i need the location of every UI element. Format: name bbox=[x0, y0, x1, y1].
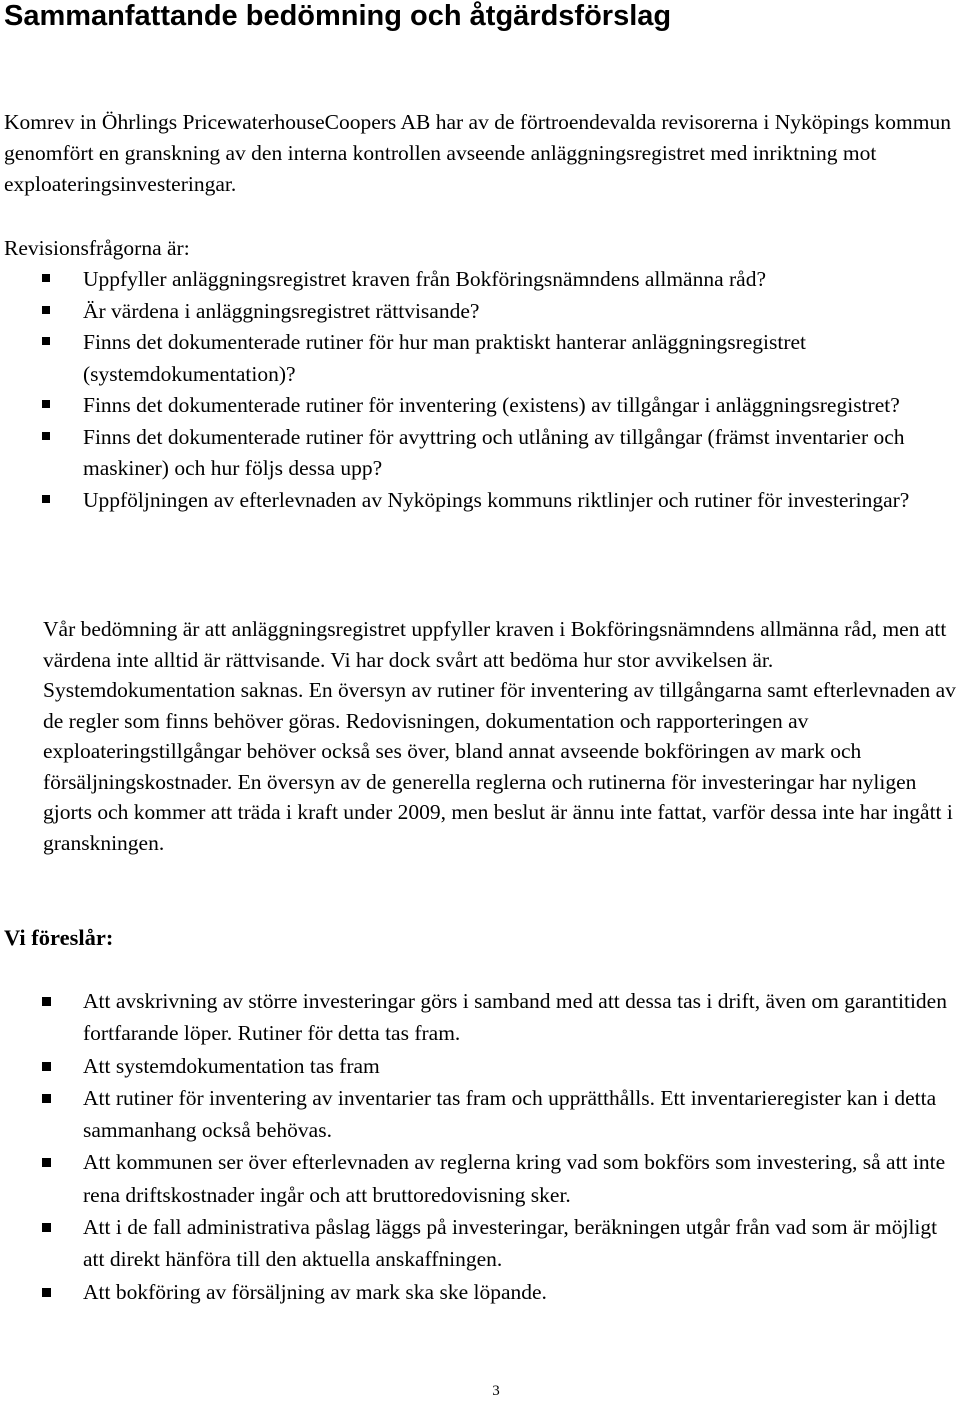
square-bullet-icon bbox=[42, 495, 50, 503]
assessment-paragraph: Vår bedömning är att anläggningsregistret uppfyller kraven i Bokföringsnämndens allmänna råd, men att värdena inte alltid är rättvisande. Vi har dock svårt att bedöma hur stor avvikelsen är. Systemdokumentation saknas. En översyn av rutiner för inventering av tillgångarna samt efterlevnaden av de regler som finns behöver göras. Redovisningen, dokumentation och rapporteringen av exploateringstillgångar behöver också ses över, bland annat avseende bokföringen av mark och försäljningskostnader. En översyn av de generella reglerna och rutinerna för investeringar har nyligen gjorts och kommer att träda i kraft under 2009, men beslut är ännu inte fattat, varför dessa inte har ingått i granskningen. bbox=[43, 617, 956, 855]
square-bullet-icon bbox=[42, 337, 50, 345]
page-title: Sammanfattande bedömning och åtgärdsförslag bbox=[4, 0, 672, 32]
question-text: Är värdena i anläggningsregistret rättvisande? bbox=[83, 298, 480, 323]
question-item bbox=[0, 485, 950, 517]
proposal-item bbox=[0, 985, 950, 1050]
question-item bbox=[0, 422, 950, 485]
intro-paragraph: Komrev in Öhrlings PricewaterhouseCoopers AB har av de förtroendevalda revisorerna i Nyköpings kommun genomfört en granskning av den interna kontrollen avseende anläggningsregistret med inriktning mot exploateringsinvesteringar. bbox=[4, 110, 951, 196]
question-text: Uppfyller anläggningsregistret kraven från Bokföringsnämndens allmänna råd? bbox=[83, 267, 767, 291]
square-bullet-icon bbox=[42, 1062, 51, 1071]
proposal-text: Att systemdokumentation tas fram bbox=[83, 1053, 380, 1078]
square-bullet-icon bbox=[42, 432, 50, 440]
proposal-text: Att kommunen ser över efterlevnaden av reglerna kring vad som bokförs som investering, så att inte rena driftskostnader ingår och att bruttoredovisning sker. bbox=[83, 1150, 946, 1207]
questions-list bbox=[0, 264, 950, 516]
question-item bbox=[0, 390, 950, 422]
proposal-text: Att avskrivning av större investeringar görs i samband med att dessa tas i drift, även om garantitiden fortfarande löper. Rutiner för detta tas fram. bbox=[83, 989, 947, 1046]
proposal-text: Att bokföring av försäljning av mark ska ske löpande. bbox=[83, 1279, 547, 1304]
proposal-text: Att i de fall administrativa påslag läggs på investeringar, beräkningen utgår från vad som är möjligt att direkt hänföra till den aktuella anskaffningen. bbox=[83, 1215, 938, 1272]
question-item bbox=[0, 296, 950, 328]
proposal-item bbox=[0, 1276, 950, 1308]
square-bullet-icon bbox=[42, 400, 50, 408]
square-bullet-icon bbox=[42, 306, 50, 314]
square-bullet-icon bbox=[42, 1288, 51, 1297]
question-text: Finns det dokumenterade rutiner för hur man praktiskt hanterar anläggningsregistret (systemdokumentation)? bbox=[83, 330, 807, 386]
square-bullet-icon bbox=[42, 1223, 51, 1232]
questions-label: Revisionsfrågorna är: bbox=[4, 236, 190, 260]
square-bullet-icon bbox=[42, 1094, 51, 1103]
proposals-heading: Vi föreslår: bbox=[4, 925, 114, 950]
question-text: Finns det dokumenterade rutiner för avyttring och utlåning av tillgångar (främst inventarier och maskiner) och hur följs dessa upp? bbox=[83, 424, 905, 480]
question-text: Uppföljningen av efterlevnaden av Nyköpings kommuns riktlinjer och rutiner för investeringar? bbox=[83, 487, 910, 512]
proposal-item bbox=[0, 1082, 950, 1147]
square-bullet-icon bbox=[42, 997, 51, 1006]
page-number: 3 bbox=[492, 1383, 500, 1399]
question-item bbox=[0, 264, 950, 296]
proposal-item bbox=[0, 1146, 950, 1211]
square-bullet-icon bbox=[42, 1158, 51, 1167]
proposals-list bbox=[0, 985, 950, 1308]
question-item bbox=[0, 327, 950, 390]
question-text: Finns det dokumenterade rutiner för inventering (existens) av tillgångar i anläggningsregistret? bbox=[83, 393, 900, 417]
proposal-item bbox=[0, 1050, 950, 1082]
proposal-item bbox=[0, 1211, 950, 1276]
square-bullet-icon bbox=[42, 274, 50, 282]
proposal-text: Att rutiner för inventering av inventarier tas fram och upprätthålls. Ett inventarieregister kan i detta sammanhang också behövas. bbox=[83, 1085, 937, 1143]
